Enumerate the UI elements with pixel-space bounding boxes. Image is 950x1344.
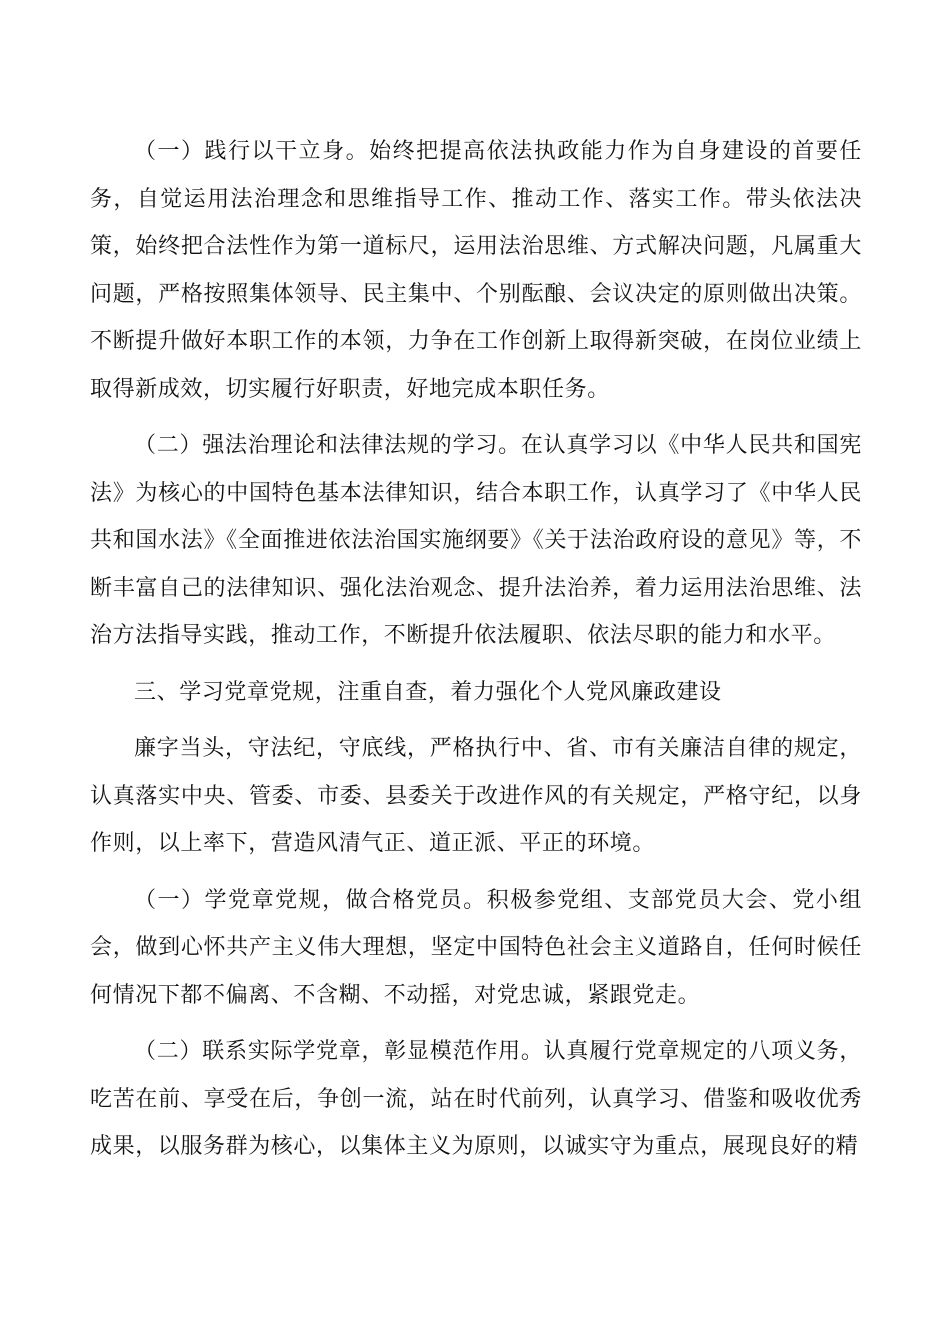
paragraph-5: （二）联系实际学党章，彰显模范作用。认真履行党章规定的八项义务，吃苦在前、享受在后，争创一流，站在时代前列，认真学习、借鉴和吸收优秀成果，以服务群为核心，以集体主义为原则，以诚实守为重点，展现良好的精: [90, 1039, 862, 1159]
paragraph-2: （二）强法治理论和法律法规的学习。在认真学习以《中华人民共和国宪法》为核心的中国特色基本法律知识，结合本职工作，认真学习了《中华人民共和国水法》《全面推进依法治国实施纲要》《关于法治政府设的意见》等，不断丰富自己的法律知识、强化法治观念、提升法治养，着力运用法治思维、法治方法指导实践，推动工作，不断提升依法履职、依法尽职的能力和水平。: [90, 433, 862, 648]
paragraph-3: 廉字当头，守法纪，守底线，严格执行中、省、市有关廉洁自律的规定，认真落实中央、管委、市委、县委关于改进作风的有关规定，严格守纪，以身作则，以上率下，营造风清气正、道正派、平正的环境。: [90, 736, 862, 856]
paragraph-1: （一）践行以干立身。始终把提高依法执政能力作为自身建设的首要任务，自觉运用法治理念和思维指导工作、推动工作、落实工作。带头依法决策，始终把合法性作为第一道标尺，运用法治思维、方式解决问题，凡属重大问题，严格按照集体领导、民主集中、个别酝酿、会议决定的原则做出决策。不断提升做好本职工作的本领，力争在工作创新上取得新突破，在岗位业绩上取得新成效，切实履行好职责，好地完成本职任务。: [90, 139, 862, 402]
section-heading: 三、学习党章党规，注重自查，着力强化个人党风廉政建设: [134, 679, 722, 705]
paragraph-4: （一）学党章党规，做合格党员。积极参党组、支部党员大会、党小组会，做到心怀共产主义伟大理想，坚定中国特色社会主义道路自，任何时候任何情况下都不偏离、不含糊、不动摇，对党忠诚，紧跟党走。: [90, 887, 862, 1008]
document-body: [90, 128, 862, 1180]
